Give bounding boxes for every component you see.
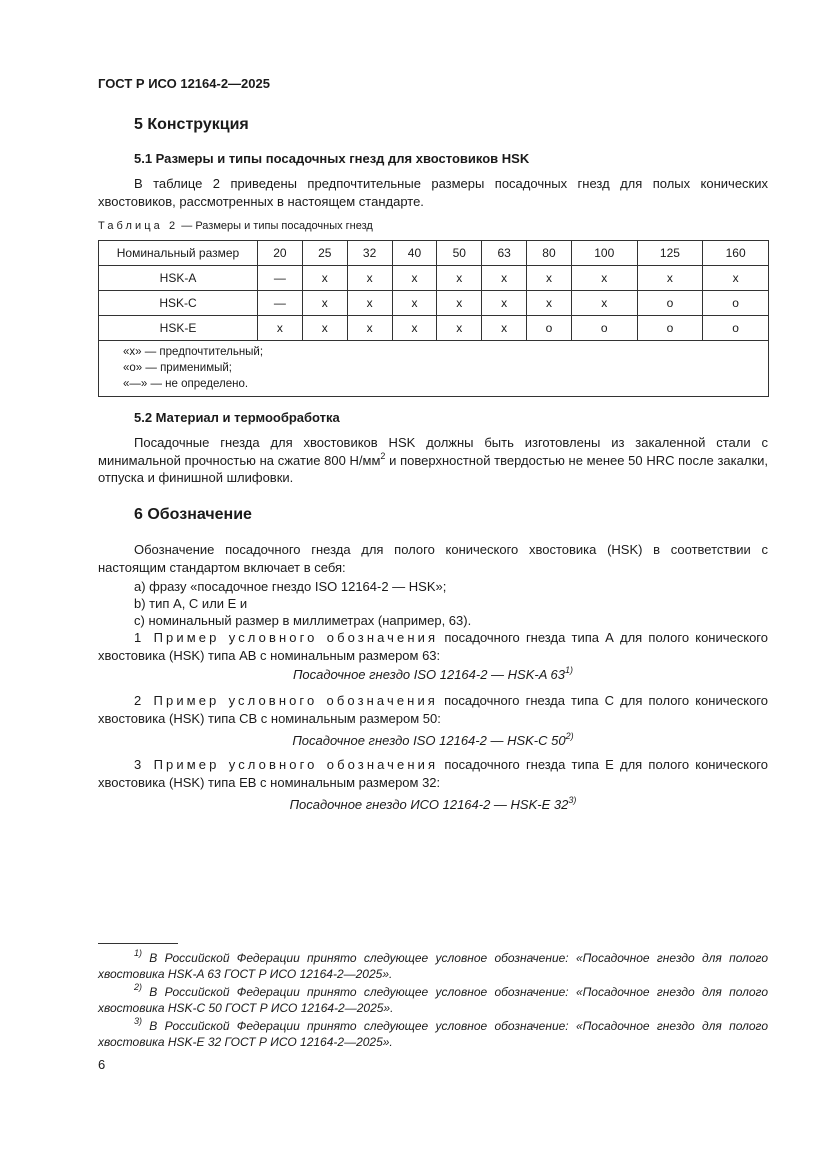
section-6-intro bbox=[98, 541, 768, 576]
footnote-2 bbox=[98, 984, 768, 1016]
table-cell: x bbox=[302, 266, 347, 291]
subsection-5-2-title: 5.2 Материал и термообработка bbox=[134, 410, 340, 425]
example-3 bbox=[98, 756, 768, 791]
footnote-text: В Российской Федерации принято следующее условное обозначение: «Посадочное гнездо для полого хвостовика HSK-C 50 ГОСТ Р ИСО 12164-2—2025». bbox=[98, 985, 768, 1015]
formula-text: Посадочное гнездо ISO 12164-2 — HSK-A 63 bbox=[292, 667, 565, 682]
table-cell: — bbox=[258, 266, 303, 291]
table-cell: x bbox=[437, 291, 482, 316]
table-cell: o bbox=[637, 316, 703, 341]
footnote-text: В Российской Федерации принято следующее условное обозначение: «Посадочное гнездо для полого хвостовика HSK-A 63 ГОСТ Р ИСО 12164-2—2025». bbox=[98, 951, 768, 981]
table-caption bbox=[98, 220, 373, 232]
footnote-ref: 1) bbox=[564, 665, 573, 675]
table-cell: x bbox=[347, 266, 392, 291]
list-item: b) тип А, С или Е и bbox=[134, 596, 248, 611]
table-header-row bbox=[99, 241, 769, 266]
example-text: посадочного гнезда типа А для полого конического хвостовика (HSK) типа AB с номинальным размером 63: bbox=[98, 630, 768, 663]
table-size-cell: 100 bbox=[571, 241, 637, 266]
table-cell: x bbox=[482, 266, 527, 291]
table-size-cell: 160 bbox=[703, 241, 769, 266]
subsection-5-1-text bbox=[98, 175, 768, 210]
footnote-mark: 1) bbox=[134, 948, 143, 958]
footnote-3 bbox=[98, 1018, 768, 1050]
table-header-label: Номинальный размер bbox=[99, 241, 258, 266]
table-size-cell: 32 bbox=[347, 241, 392, 266]
table-row-label: HSK-C bbox=[99, 291, 258, 316]
subsection-5-2-body-a: Посадочные гнезда для хвостовиков HSK должны быть изготовлены из закаленной стали с минимальной прочностью на сжатие 800 Н/мм bbox=[98, 435, 768, 468]
legend-item: «o» — применимый; bbox=[123, 362, 232, 374]
list-item: с) номинальный размер в миллиметрах (например, 63). bbox=[134, 613, 472, 628]
table-row-hsk-c bbox=[99, 291, 769, 316]
table-cell: x bbox=[571, 291, 637, 316]
table-size-cell: 20 bbox=[258, 241, 303, 266]
table-row-hsk-e bbox=[99, 316, 769, 341]
table-cell: x bbox=[571, 266, 637, 291]
subsection-5-1-title: 5.1 Размеры и типы посадочных гнезд для хвостовиков HSK bbox=[134, 151, 530, 166]
table-size-cell: 40 bbox=[392, 241, 437, 266]
table-cell: o bbox=[527, 316, 572, 341]
table-cell: o bbox=[571, 316, 637, 341]
table-cell: x bbox=[482, 291, 527, 316]
table-row-label: HSK-E bbox=[99, 316, 258, 341]
designation-formula-2 bbox=[98, 733, 768, 748]
table-row-label: HSK-A bbox=[99, 266, 258, 291]
table-cell: o bbox=[637, 291, 703, 316]
footnote-ref: 2) bbox=[565, 731, 574, 741]
formula-text: Посадочное гнездо ISO 12164-2 — HSK-C 50 bbox=[292, 733, 566, 748]
subsection-5-1-body: В таблице 2 приведены предпочтительные размеры посадочных гнезд для полых конических хвостовиков, рассмотренных в настоящем стандарте. bbox=[98, 176, 768, 209]
table-cell: x bbox=[302, 316, 347, 341]
example-lead: 1 Пример условного обозначения bbox=[134, 630, 439, 645]
table-cell: x bbox=[258, 316, 303, 341]
table-caption-text: — Размеры и типы посадочных гнезд bbox=[178, 220, 373, 232]
table-caption-label: Таблица 2 bbox=[98, 220, 179, 232]
table-row-hsk-a bbox=[99, 266, 769, 291]
table-size-cell: 63 bbox=[482, 241, 527, 266]
section-6-title: 6 Обозначение bbox=[134, 506, 252, 523]
example-2 bbox=[98, 692, 768, 727]
sizes-table bbox=[98, 240, 769, 397]
table-cell: o bbox=[703, 291, 769, 316]
designation-formula-3 bbox=[98, 797, 768, 812]
table-cell: x bbox=[703, 266, 769, 291]
table-size-cell: 125 bbox=[637, 241, 703, 266]
table-size-cell: 50 bbox=[437, 241, 482, 266]
table-size-cell: 80 bbox=[527, 241, 572, 266]
designation-formula-1 bbox=[98, 667, 768, 682]
legend-item: «—» — не определено. bbox=[123, 378, 249, 390]
footnote-1 bbox=[98, 950, 768, 982]
table-cell: x bbox=[302, 291, 347, 316]
footnote-mark: 2) bbox=[134, 982, 143, 992]
example-text: посадочного гнезда типа Е для полого конического хвостовика (HSK) типа ЕВ с номинальным размером 32: bbox=[98, 757, 768, 790]
formula-text: Посадочное гнездо ИСО 12164-2 — HSK-E 32 bbox=[289, 797, 569, 812]
table-size-cell: 25 bbox=[302, 241, 347, 266]
example-lead: 3 Пример условного обозначения bbox=[134, 757, 439, 772]
table-legend-row bbox=[99, 341, 769, 397]
table-cell: x bbox=[347, 316, 392, 341]
table-cell: x bbox=[437, 266, 482, 291]
table-cell: x bbox=[527, 266, 572, 291]
table-cell: — bbox=[258, 291, 303, 316]
table-legend bbox=[99, 341, 769, 397]
section-5-title: 5 Конструкция bbox=[134, 116, 249, 133]
table-cell: x bbox=[392, 291, 437, 316]
table-cell: x bbox=[392, 266, 437, 291]
example-lead: 2 Пример условного обозначения bbox=[134, 693, 438, 708]
legend-item: «x» — предпочтительный; bbox=[123, 346, 264, 358]
table-cell: x bbox=[437, 316, 482, 341]
table-cell: x bbox=[347, 291, 392, 316]
footnote-mark: 3) bbox=[134, 1016, 143, 1026]
page-number: 6 bbox=[98, 1057, 106, 1072]
subsection-5-2-body-b: и поверхностной твердостью не менее 50 HRC после закалки, отпуска и финишной шлифовки. bbox=[98, 452, 769, 485]
list-item: a) фразу «посадочное гнездо ISO 12164-2 — HSK»; bbox=[134, 579, 447, 594]
section-6-intro-text: Обозначение посадочного гнезда для полого конического хвостовика (HSK) в соответствии с настоящим стандартом включает в себя: bbox=[98, 542, 768, 575]
running-header: ГОСТ Р ИСО 12164-2—2025 bbox=[98, 76, 270, 91]
table-cell: o bbox=[703, 316, 769, 341]
subsection-5-2-text bbox=[98, 434, 768, 487]
example-text: посадочного гнезда типа С для полого конического хвостовика (HSK) типа СВ с номинальным размером 50: bbox=[98, 693, 768, 726]
table-cell: x bbox=[637, 266, 703, 291]
footnote-separator bbox=[98, 943, 178, 944]
example-1 bbox=[98, 629, 768, 664]
table-cell: x bbox=[482, 316, 527, 341]
footnote-text: В Российской Федерации принято следующее условное обозначение: «Посадочное гнездо для полого хвостовика HSK-E 32 ГОСТ Р ИСО 12164-2—2025». bbox=[98, 1019, 768, 1049]
table-cell: x bbox=[392, 316, 437, 341]
table-cell: x bbox=[527, 291, 572, 316]
superscript: 2 bbox=[380, 450, 386, 461]
footnote-ref: 3) bbox=[568, 795, 577, 805]
